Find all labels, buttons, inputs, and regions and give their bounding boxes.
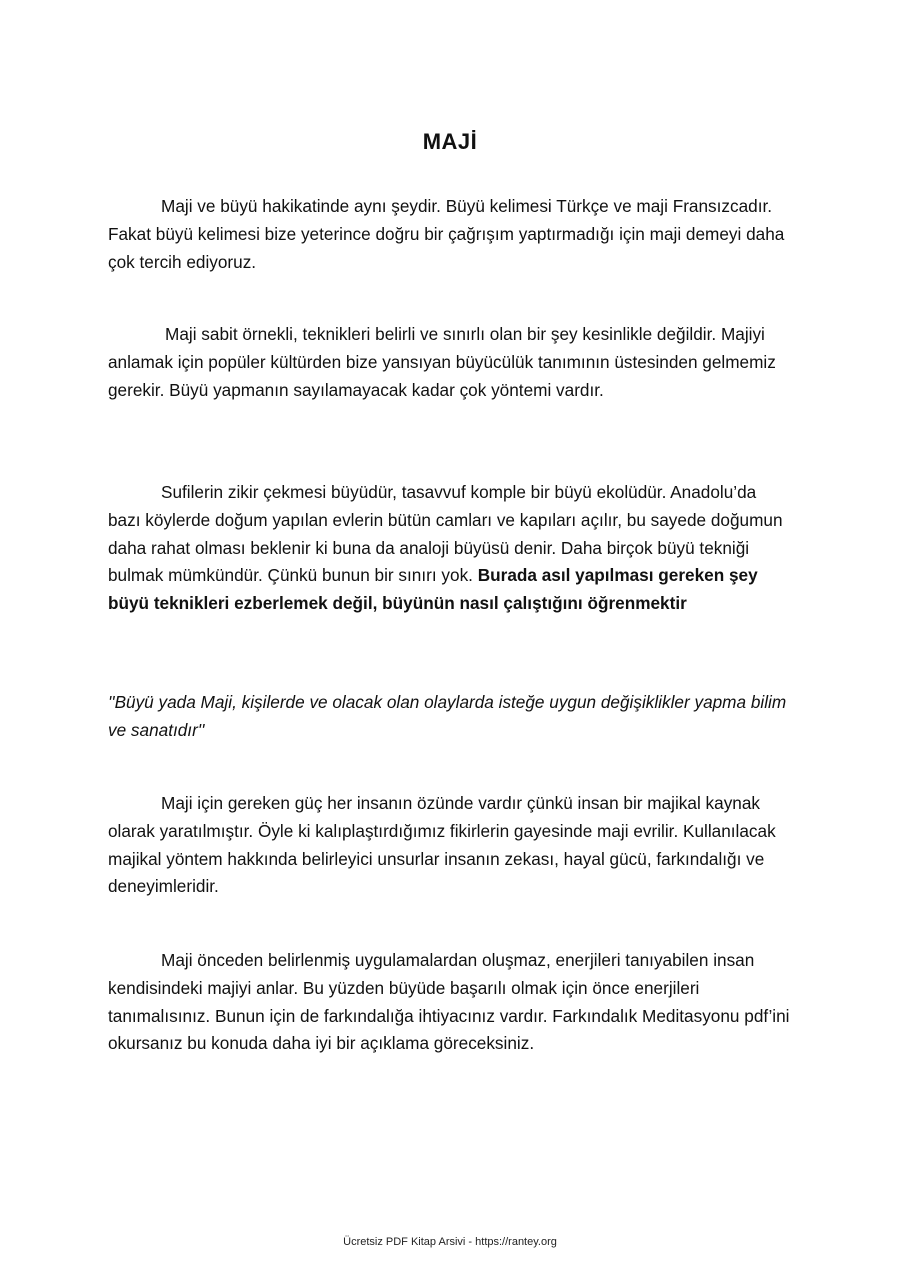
paragraph-2: Maji sabit örnekli, teknikleri belirli ve sınırlı olan bir şey kesinlikle değildir. Majiyi anlamak için popüler kültürden bize yansıyan büyücülük tanımının üstesinden gelmemiz gerekir. Büyü yapmanın sayılamayacak kadar çok yöntemi vardır. bbox=[108, 324, 776, 400]
page-title: MAJİ bbox=[422, 128, 478, 154]
paragraph-5: Maji önceden belirlenmiş uygulamalardan oluşmaz, enerjileri tanıyabilen insan kendisindeki majiyi anlar. Bu yüzden büyüde başarılı olmak için önce enerjileri tanımalısınız. Bunun için de farkındalığa ihtiyacınız vardır. Farkındalık Meditasyonu pdf’ini okursanız bu konuda daha iyi bir açıklama göreceksiniz. bbox=[108, 950, 790, 1054]
paragraph-4: Maji için gereken güç her insanın özünde vardır çünkü insan bir majikal kaynak olarak yaratılmıştır. Öyle ki kalıplaştırdığımız fikirlerin gayesinde maji evrilir. Kullanılacak majikal yöntem hakkında belirleyici unsurlar insanın zekası, hayal gücü, farkındalığı ve deneyimleridir. bbox=[108, 793, 776, 897]
paragraph-3 bbox=[108, 479, 792, 618]
page-footer: Ücretsiz PDF Kitap Arsivi - https://rantey.org bbox=[343, 1236, 557, 1248]
paragraph-3-text: Sufilerin zikir çekmesi büyüdür, tasavvuf komple bir büyü ekolüdür. Anadolu’da bazı köylerde doğum yapılan evlerin bütün camları ve kapıları açılır, bu sayede doğumun daha rahat olması beklenir ki buna da analoji büyüsü denir. Daha birçok büyü tekniği bulmak mümkündür. Çünkü bunun bir sınırı yok. bbox=[108, 482, 783, 586]
paragraph-1: Maji ve büyü hakikatinde aynı şeydir. Büyü kelimesi Türkçe ve maji Fransızcadır. Fakat büyü kelimesi bize yeterince doğru bir çağrışım yaptırmadığı için maji demeyi daha çok tercih ediyoruz. bbox=[108, 196, 785, 272]
paragraph-3-bold-text: Burada asıl yapılması gereken şey büyü teknikleri ezberlemek değil, büyünün nasıl çalıştığını öğrenmektir bbox=[108, 565, 758, 614]
quote-paragraph: ''Büyü yada Maji, kişilerde ve olacak olan olaylarda isteğe uygun değişiklikler yapma bilim ve sanatıdır'' bbox=[108, 692, 787, 740]
